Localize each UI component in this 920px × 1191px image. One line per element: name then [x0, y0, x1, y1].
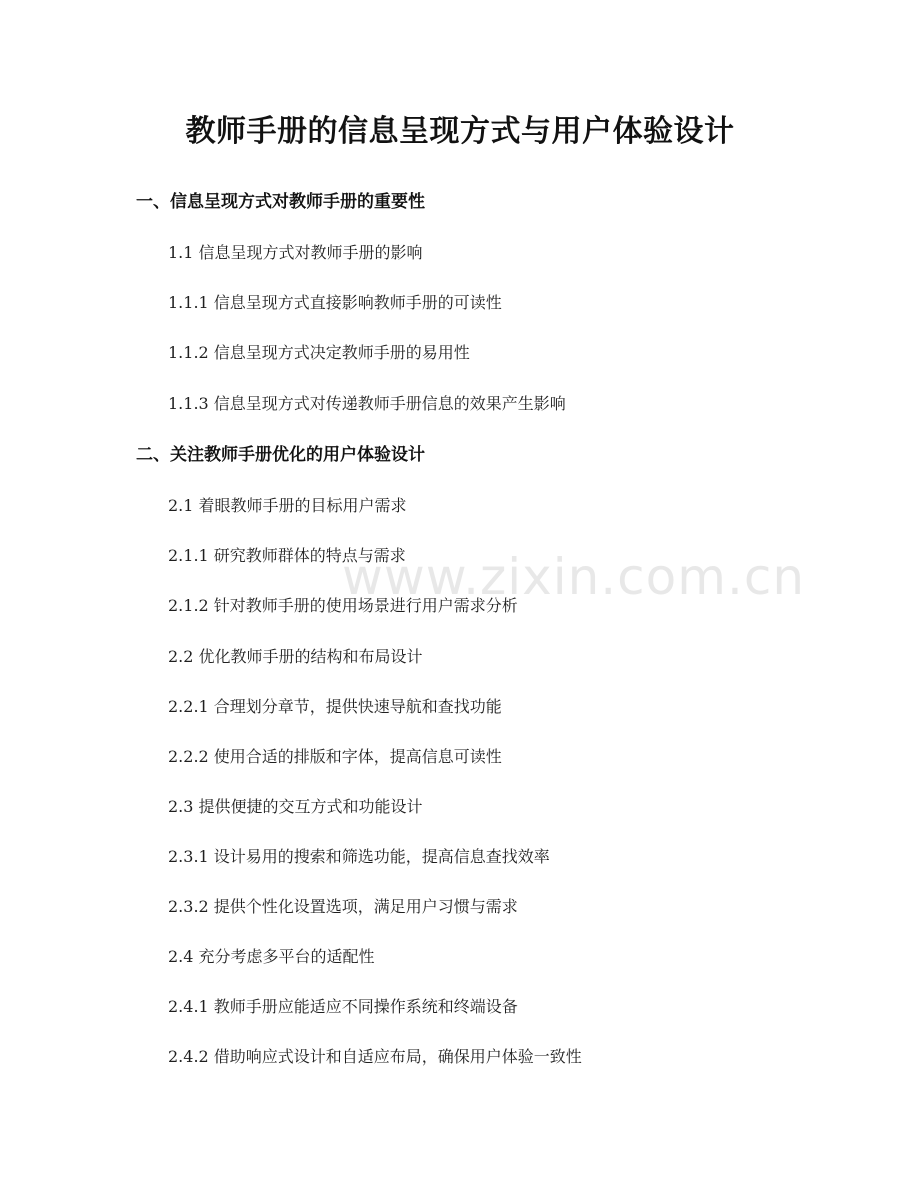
- outline-item: 2.1 着眼教师手册的目标用户需求: [168, 496, 407, 515]
- outline-item: 1.1.2 信息呈现方式决定教师手册的易用性: [168, 343, 470, 362]
- outline-item: 2.4 充分考虑多平台的适配性: [168, 947, 375, 966]
- outline-item: 1.1.1 信息呈现方式直接影响教师手册的可读性: [168, 293, 502, 312]
- outline-item: 2.2.1 合理划分章节，提供快速导航和查找功能: [168, 697, 502, 716]
- watermark: www.zixin.com.cn: [342, 548, 806, 606]
- outline-item: 1.1 信息呈现方式对教师手册的影响: [168, 243, 423, 262]
- outline-item: 2.1.1 研究教师群体的特点与需求: [168, 546, 406, 565]
- outline-item: 2.2.2 使用合适的排版和字体，提高信息可读性: [168, 747, 502, 766]
- outline-item: 2.3 提供便捷的交互方式和功能设计: [168, 797, 423, 816]
- section-heading-2: 二、关注教师手册优化的用户体验设计: [136, 445, 425, 465]
- outline-item: 2.4.1 教师手册应能适应不同操作系统和终端设备: [168, 997, 518, 1016]
- page-title: 教师手册的信息呈现方式与用户体验设计: [185, 114, 735, 149]
- outline-item: 1.1.3 信息呈现方式对传递教师手册信息的效果产生影响: [168, 394, 566, 413]
- outline-item: 2.2 优化教师手册的结构和布局设计: [168, 647, 423, 666]
- outline-item: 2.3.2 提供个性化设置选项，满足用户习惯与需求: [168, 897, 518, 916]
- outline-item: 2.4.2 借助响应式设计和自适应布局，确保用户体验一致性: [168, 1047, 582, 1066]
- outline-item: 2.1.2 针对教师手册的使用场景进行用户需求分析: [168, 596, 518, 615]
- section-heading-1: 一、信息呈现方式对教师手册的重要性: [136, 192, 425, 212]
- outline-item: 2.3.1 设计易用的搜索和筛选功能，提高信息查找效率: [168, 847, 550, 866]
